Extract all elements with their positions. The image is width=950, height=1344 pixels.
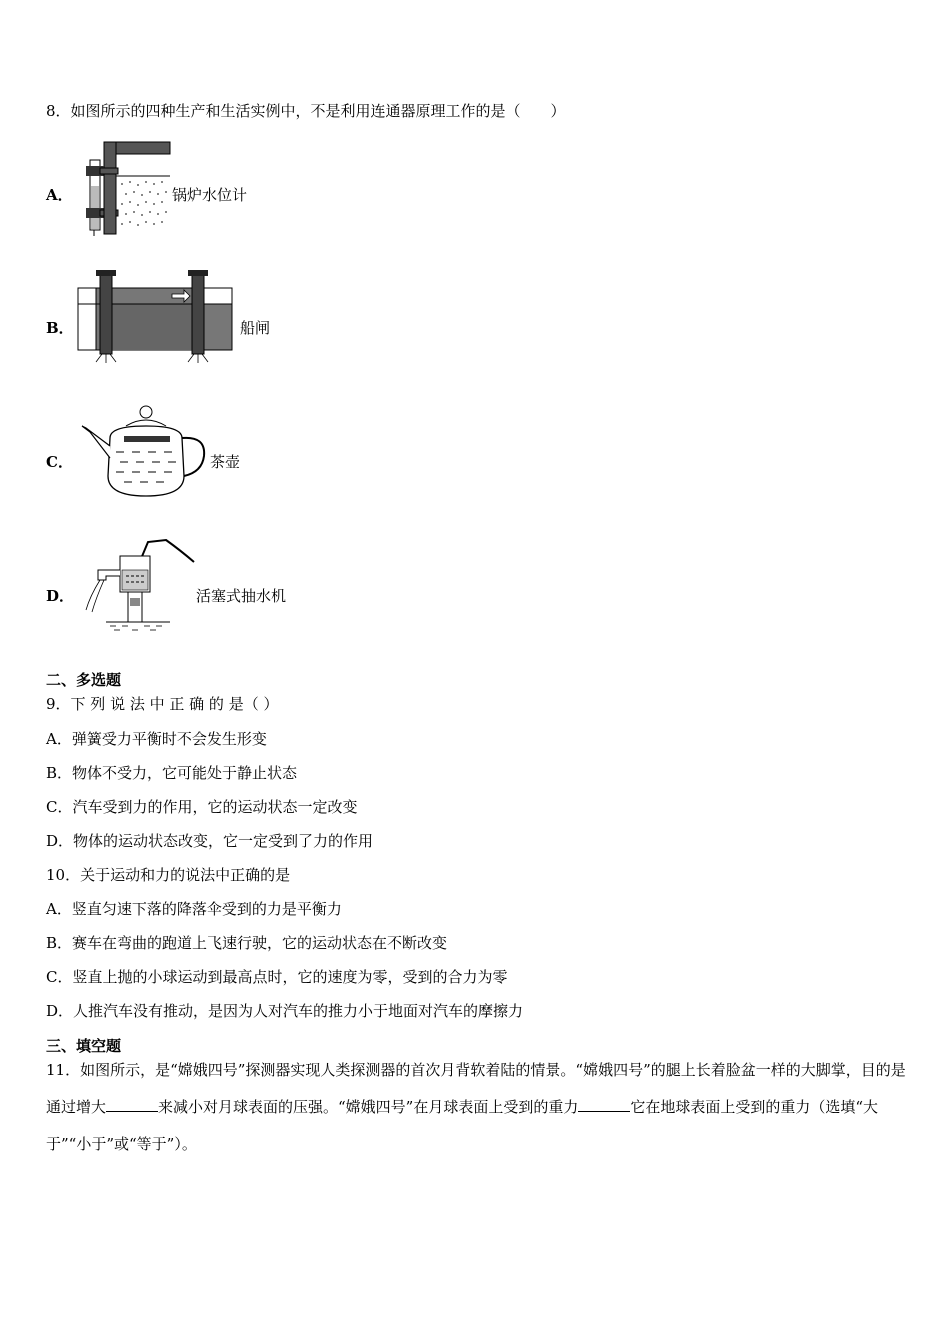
question-10-option-a: A．竖直匀速下落的降落伞受到的力是平衡力 <box>46 900 342 918</box>
question-9-stem: 9．下 列 说 法 中 正 确 的 是（ ） <box>46 695 279 713</box>
option-b-letter: B． <box>46 319 74 337</box>
option-d-caption: 活塞式抽水机 <box>196 587 287 605</box>
option-a-caption: 锅炉水位计 <box>172 186 248 204</box>
option-d-letter: D． <box>46 587 75 605</box>
piston-pump-icon <box>76 536 200 634</box>
boiler-water-gauge-icon <box>82 138 174 238</box>
question-11-text-3: 它在地球表面上受到的重力（选填“大于”“小于”或“等于”）。 <box>46 1098 879 1153</box>
question-9-option-c: C．汽车受到力的作用，它的运动状态一定改变 <box>46 798 358 816</box>
section-3-heading: 三、填空题 <box>46 1037 122 1055</box>
question-9-option-a: A．弹簧受力平衡时不会发生形变 <box>46 730 267 748</box>
teapot-icon <box>80 402 212 502</box>
answer-blank-2[interactable] <box>578 1097 630 1112</box>
question-11-text-2: 来减小对月球表面的压强。“嫦娥四号”在月球表面上受到的重力 <box>158 1098 579 1116</box>
question-11-text-1: 11．如图所示，是“嫦娥四号”探测器实现人类探测器的首次月背软着陆的情景。“嫦娥四号”的腿上长着脸盆一样的大脚掌，目的是通过增大 <box>46 1061 906 1116</box>
option-a-letter: A． <box>46 186 73 204</box>
option-c-letter: C． <box>46 453 73 471</box>
question-11-paragraph <box>46 1052 908 1163</box>
ship-lock-icon <box>74 268 236 364</box>
question-9-option-d: D．物体的运动状态改变，它一定受到了力的作用 <box>46 832 374 850</box>
question-9-option-b: B．物体不受力，它可能处于静止状态 <box>46 764 298 782</box>
question-10-stem: 10．关于运动和力的说法中正确的是 <box>46 866 291 884</box>
question-10-option-d: D．人推汽车没有推动，是因为人对汽车的推力小于地面对汽车的摩擦力 <box>46 1002 524 1020</box>
question-10-option-c: C．竖直上抛的小球运动到最高点时，它的速度为零，受到的合力为零 <box>46 968 508 986</box>
answer-blank-1[interactable] <box>106 1097 158 1112</box>
section-2-heading: 二、多选题 <box>46 671 122 689</box>
question-10-option-b: B．赛车在弯曲的跑道上飞速行驶，它的运动状态在不断改变 <box>46 934 448 952</box>
option-c-caption: 茶壶 <box>210 453 241 471</box>
question-8-stem: 8．如图所示的四种生产和生活实例中，不是利用连通器原理工作的是（ ） <box>46 102 566 120</box>
option-b-caption: 船闸 <box>240 319 271 337</box>
